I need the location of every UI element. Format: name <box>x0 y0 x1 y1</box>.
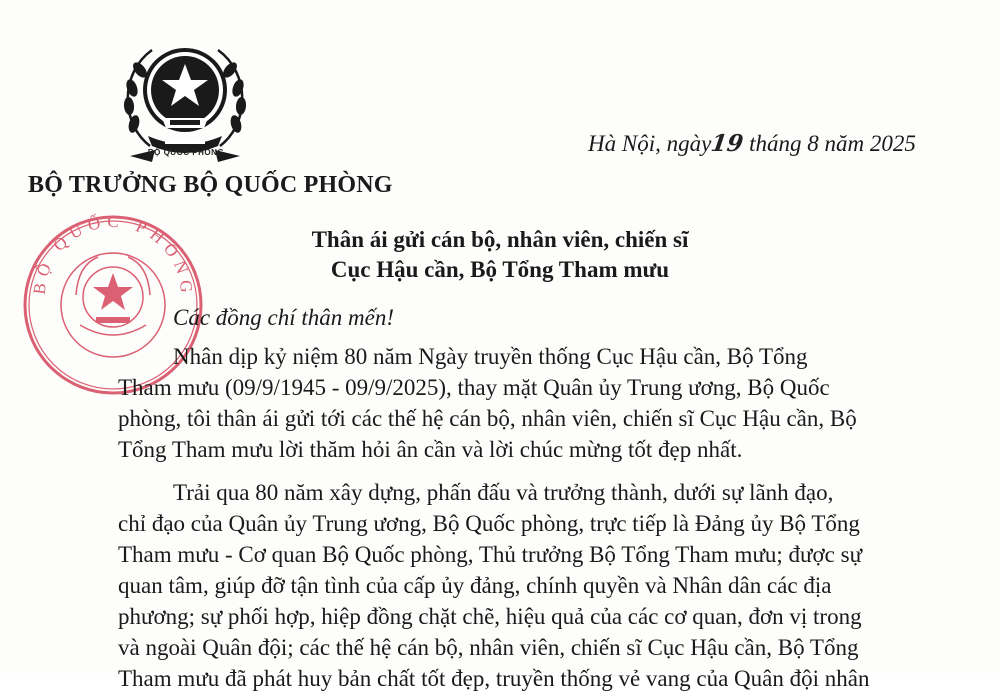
paragraph-2-line: phương; sự phối hợp, hiệp đồng chặt chẽ, hiệu quả của các cơ quan, đơn vị trong <box>118 604 862 629</box>
paragraph-1-line: Tham mưu (09/9/1945 - 09/9/2025), thay mặt Quân ủy Trung ương, Bộ Quốc <box>118 375 830 400</box>
date-line <box>588 130 916 157</box>
date-prefix: Hà Nội, ngày <box>588 131 712 156</box>
paragraph-2-line: Trải qua 80 năm xây dựng, phấn đấu và trưởng thành, dưới sự lãnh đạo, <box>173 480 834 505</box>
date-suffix: tháng 8 năm 2025 <box>743 131 916 156</box>
paragraph-1-line: Tổng Tham mưu lời thăm hỏi ân cần và lời chúc mừng tốt đẹp nhất. <box>118 437 743 462</box>
paragraph-2-line: và ngoài Quân đội; các thế hệ cán bộ, nhân viên, chiến sĩ Cục Hậu cần, Bộ Tổng <box>118 635 859 660</box>
paragraph-1-line: phòng, tôi thân ái gửi tới các thế hệ cán bộ, nhân viên, chiến sĩ Cục Hậu cần, Bộ <box>118 406 857 431</box>
letter-heading-line-1: Thân ái gửi cán bộ, nhân viên, chiến sĩ <box>311 227 689 252</box>
paragraph-2-line: quan tâm, giúp đỡ tận tình của cấp ủy đảng, chính quyền và Nhân dân các địa <box>118 573 832 598</box>
paragraph-1-line: Nhân dịp kỷ niệm 80 năm Ngày truyền thống Cục Hậu cần, Bộ Tổng <box>173 344 808 369</box>
paragraph-2-line: chỉ đạo của Quân ủy Trung ương, Bộ Quốc phòng, trực tiếp là Đảng ủy Bộ Tổng <box>118 511 860 536</box>
salutation: Các đồng chí thân mến! <box>173 305 395 330</box>
paragraph-2-line: Tham mưu - Cơ quan Bộ Quốc phòng, Thủ trưởng Bộ Tổng Tham mưu; được sự <box>118 542 863 567</box>
date-day-handwritten: 19 <box>709 130 746 157</box>
emblem-caption: BỘ QUỐC PHÒNG <box>147 148 225 157</box>
letter-heading-line-2: Cục Hậu cần, Bộ Tổng Tham mưu <box>330 257 670 282</box>
seal-text: BỘ QUỐC PHÒNG <box>29 211 197 300</box>
ministry-title: BỘ TRƯỞNG BỘ QUỐC PHÒNG <box>28 172 393 198</box>
paragraph-2-line: Tham mưu đã phát huy bản chất tốt đẹp, truyền thống vẻ vang của Quân đội nhân <box>118 666 870 691</box>
